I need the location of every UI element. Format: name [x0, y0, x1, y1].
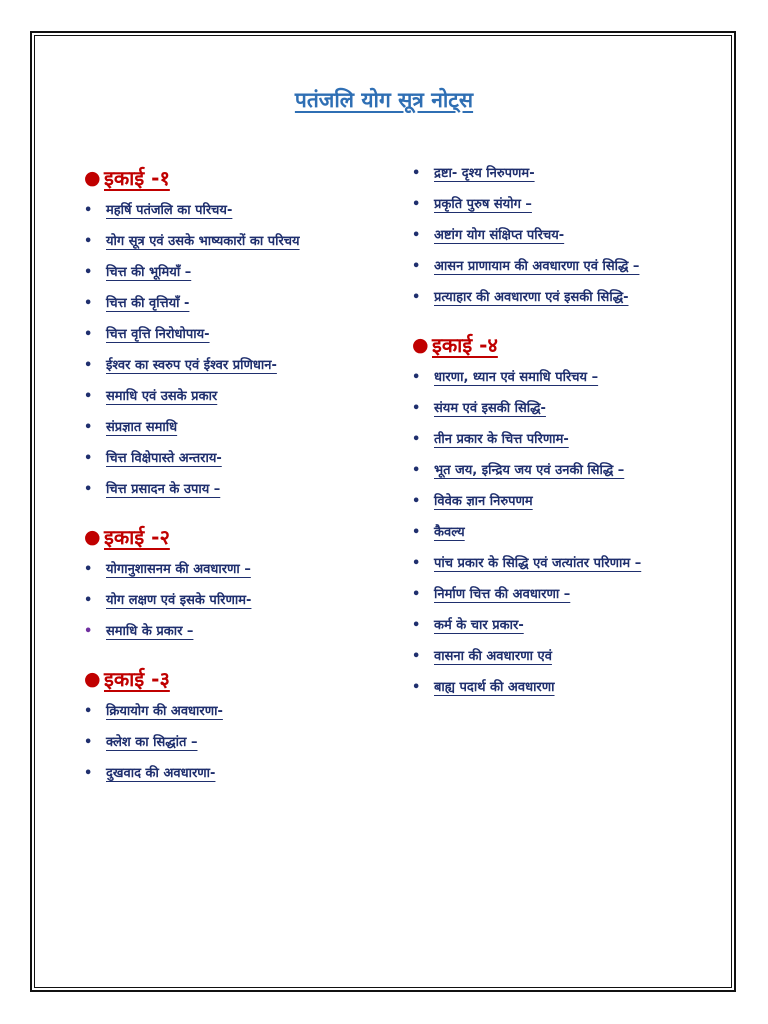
list-item [412, 554, 712, 585]
unit-heading-text: इकाई -१ [104, 166, 170, 190]
list-item [84, 622, 394, 653]
list-item-text: योगानुशासनम की अवधारणा – [106, 562, 251, 577]
list-item [84, 418, 394, 449]
list-item-text: चित्त प्रसादन के उपाय – [106, 482, 221, 497]
list-item [412, 368, 712, 399]
list-item [412, 195, 712, 226]
bullet-icon: • [412, 649, 421, 664]
list-item-text: अष्टांग योग संक्षिप्त परिचय- [434, 228, 565, 243]
topic-list [84, 560, 394, 653]
list-item [412, 288, 712, 319]
list-item [84, 356, 394, 387]
bullet-icon: • [412, 494, 421, 509]
list-item [84, 764, 394, 795]
unit-heading [84, 665, 394, 692]
list-item [84, 702, 394, 733]
list-item [412, 585, 712, 616]
list-item [412, 647, 712, 678]
list-item [412, 399, 712, 430]
list-item-text: चित्त वृत्ति निरोधोपाय- [106, 327, 210, 342]
bullet-icon: • [412, 370, 421, 385]
bullet-icon: • [412, 259, 421, 274]
list-item [412, 461, 712, 492]
bullet-icon: • [84, 766, 93, 781]
bullet-icon: ● [84, 166, 101, 189]
list-item-text: चित्त की वृत्तियाँ - [106, 296, 190, 311]
bullet-icon: • [84, 451, 93, 466]
list-item [84, 591, 394, 622]
bullet-icon: ● [412, 333, 429, 356]
bullet-icon: • [84, 389, 93, 404]
bullet-icon: • [84, 624, 93, 639]
list-item [84, 201, 394, 232]
list-item-text: चित्त की भूमियाँ – [106, 265, 192, 280]
unit-heading [84, 523, 394, 550]
list-item-text: योग लक्षण एवं इसके परिणाम- [106, 593, 252, 608]
list-item-text: क्रियायोग की अवधारणा- [106, 704, 223, 719]
bullet-icon: • [84, 593, 93, 608]
bullet-icon: • [412, 228, 421, 243]
list-item [412, 616, 712, 647]
bullet-icon: • [412, 587, 421, 602]
list-item-text: तीन प्रकार के चित्त परिणाम- [434, 432, 569, 447]
bullet-icon: • [84, 296, 93, 311]
bullet-icon: • [412, 680, 421, 695]
list-item-text: संयम एवं इसकी सिद्धि- [434, 401, 546, 416]
list-item-text: प्रकृति पुरुष संयोग – [434, 197, 532, 212]
list-item-text: दुखवाद की अवधारणा- [106, 766, 216, 781]
list-item [84, 325, 394, 356]
list-item [412, 226, 712, 257]
bullet-icon: ● [84, 525, 101, 548]
list-item-text: कर्म के चार प्रकार- [434, 618, 524, 633]
list-item-text: महर्षि पतंजलि का परिचय- [106, 203, 233, 218]
unit-heading-text: इकाई -२ [104, 525, 170, 549]
bullet-icon: • [84, 704, 93, 719]
topic-list [412, 368, 712, 709]
topic-list [412, 164, 712, 319]
bullet-icon: • [84, 562, 93, 577]
list-item-text: पांच प्रकार के सिद्धि एवं जत्यांतर परिणाम – [434, 556, 642, 571]
list-item [84, 560, 394, 591]
list-item [84, 449, 394, 480]
list-item [412, 164, 712, 195]
list-item-text: समाधि के प्रकार – [106, 624, 194, 639]
bullet-icon: • [84, 203, 93, 218]
list-item-text: भूत जय, इन्द्रिय जय एवं उनकी सिद्धि – [434, 463, 625, 478]
list-item-text: संप्रज्ञात समाधि [106, 420, 178, 435]
list-item [84, 733, 394, 764]
bullet-icon: • [84, 482, 93, 497]
list-item-text: विवेक ज्ञान निरुपणम [434, 494, 533, 509]
bullet-icon: • [412, 463, 421, 478]
document-title-wrap [0, 86, 768, 114]
list-item-text: निर्माण चित्त की अवधारणा – [434, 587, 571, 602]
bullet-icon: • [84, 420, 93, 435]
topic-list [84, 201, 394, 511]
right-column [412, 164, 712, 721]
bullet-icon: ● [84, 667, 101, 690]
list-item [84, 387, 394, 418]
list-item-text: वासना की अवधारणा एवं [434, 649, 552, 664]
bullet-icon: • [84, 327, 93, 342]
bullet-icon: • [412, 618, 421, 633]
list-item-text: ईश्वर का स्वरुप एवं ईश्वर प्रणिधान- [106, 358, 277, 373]
unit-heading-text: इकाई -३ [104, 667, 170, 691]
list-item [412, 523, 712, 554]
document-title: पतंजलि योग सूत्र नोट्स [294, 88, 474, 112]
bullet-icon: • [84, 358, 93, 373]
unit-heading [84, 164, 394, 191]
bullet-icon: • [84, 234, 93, 249]
unit-heading-text: इकाई -४ [432, 333, 498, 357]
bullet-icon: • [412, 401, 421, 416]
list-item [412, 492, 712, 523]
bullet-icon: • [412, 197, 421, 212]
bullet-icon: • [412, 525, 421, 540]
list-item-text: धारणा, ध्यान एवं समाधि परिचय – [434, 370, 599, 385]
bullet-icon: • [412, 432, 421, 447]
bullet-icon: • [84, 265, 93, 280]
list-item [412, 430, 712, 461]
bullet-icon: • [412, 166, 421, 181]
list-item [84, 232, 394, 263]
list-item-text: योग सूत्र एवं उसके भाष्यकारों का परिचय [106, 234, 300, 249]
list-item-text: चित्त विक्षेपास्ते अन्तराय- [106, 451, 222, 466]
topic-list [84, 702, 394, 795]
list-item [84, 263, 394, 294]
list-item-text: प्रत्याहार की अवधारणा एवं इसकी सिद्धि- [434, 290, 629, 305]
list-item-text: द्रष्टा- दृश्य निरुपणम- [434, 166, 535, 181]
list-item-text: कैवल्य [434, 525, 465, 540]
list-item [412, 257, 712, 288]
bullet-icon: • [412, 556, 421, 571]
list-item [84, 294, 394, 325]
list-item [412, 678, 712, 709]
list-item-text: आसन प्राणायाम की अवधारणा एवं सिद्धि – [434, 259, 640, 274]
bullet-icon: • [84, 735, 93, 750]
list-item-text: समाधि एवं उसके प्रकार [106, 389, 218, 404]
list-item [84, 480, 394, 511]
list-item-text: बाह्य पदार्थ की अवधारणा [434, 680, 555, 695]
unit-heading [412, 331, 712, 358]
list-item-text: क्लेश का सिद्धांत – [106, 735, 198, 750]
bullet-icon: • [412, 290, 421, 305]
left-column [84, 164, 394, 807]
